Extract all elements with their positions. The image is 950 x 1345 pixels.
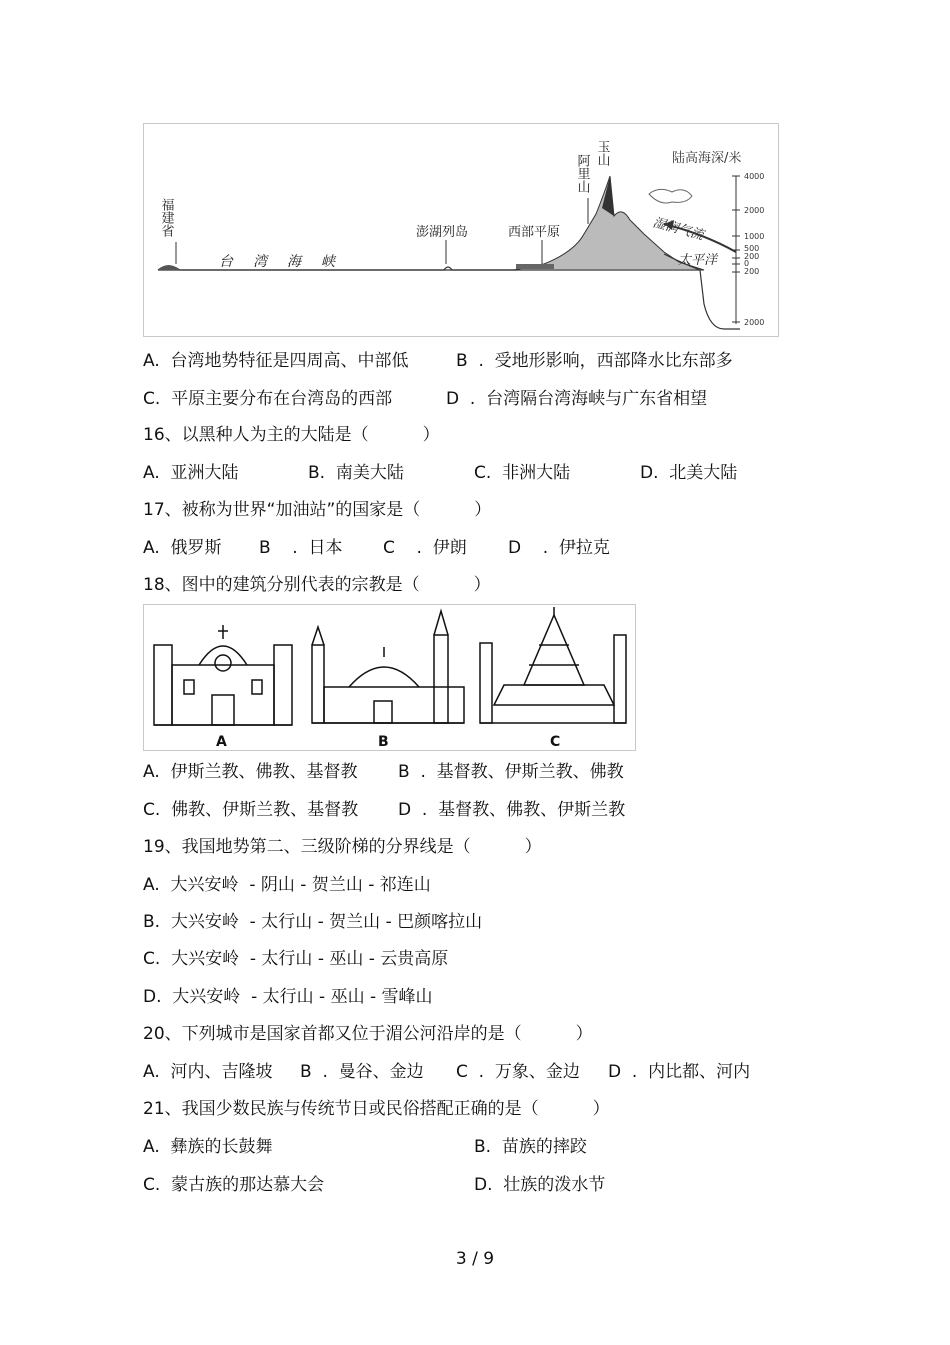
q17-option-b: B . 日本 bbox=[259, 538, 343, 558]
fujian-label: 福建省 bbox=[158, 198, 174, 237]
q15-option-b: B . 受地形影响，西部降水比东部多 bbox=[456, 351, 733, 371]
tick-label: 1000 bbox=[744, 232, 765, 241]
q18-option-b: B . 基督教、伊斯兰教、佛教 bbox=[398, 762, 624, 782]
q21-option-b: B. 苗族的摔跤 bbox=[474, 1137, 587, 1157]
q18-stem: 18、图中的建筑分别代表的宗教是（ ） bbox=[143, 575, 491, 595]
label-b: B bbox=[378, 734, 389, 750]
tick-label: 2000 bbox=[744, 318, 765, 327]
q18-option-d: D . 基督教、佛教、伊斯兰教 bbox=[398, 800, 626, 820]
pagoda-building bbox=[480, 607, 626, 723]
tick-label: 200 bbox=[744, 252, 760, 261]
q19-option-d: D. 大兴安岭 - 太行山 - 巫山 - 雪峰山 bbox=[143, 987, 433, 1007]
pacific-label: 太平洋 bbox=[678, 253, 718, 268]
q17-option-c: C . 伊朗 bbox=[383, 538, 467, 558]
q21-option-c: C. 蒙古族的那达慕大会 bbox=[143, 1175, 325, 1195]
q19-stem: 19、我国地势第二、三级阶梯的分界线是（ ） bbox=[143, 837, 542, 857]
axis-title: 陆高海深/米 bbox=[672, 151, 742, 166]
q19-option-a: A. 大兴安岭 - 阴山 - 贺兰山 - 祁连山 bbox=[143, 875, 431, 895]
q17-stem: 17、被称为世界“加油站”的国家是（ ） bbox=[143, 500, 492, 520]
q19-option-b: B. 大兴安岭 - 太行山 - 贺兰山 - 巴颜喀拉山 bbox=[143, 912, 483, 932]
q18-option-c: C. 佛教、伊斯兰教、基督教 bbox=[143, 800, 359, 820]
q17-option-d: D . 伊拉克 bbox=[508, 538, 610, 558]
q15-option-c: C. 平原主要分布在台湾岛的西部 bbox=[143, 389, 393, 409]
tick-label: 200 bbox=[744, 267, 760, 276]
q16-option-a: A. 亚洲大陆 bbox=[143, 463, 239, 483]
q16-option-b: B. 南美大陆 bbox=[308, 463, 404, 483]
taiwan-profile-figure bbox=[143, 123, 779, 337]
tick-label: 4000 bbox=[744, 172, 765, 181]
tick-label: 2000 bbox=[744, 206, 765, 215]
q19-option-c: C. 大兴安岭 - 太行山 - 巫山 - 云贵高原 bbox=[143, 949, 449, 969]
q16-option-c: C. 非洲大陆 bbox=[474, 463, 571, 483]
plain-label: 西部平原 bbox=[508, 225, 561, 240]
mosque-building bbox=[312, 611, 464, 723]
q20-stem: 20、下列城市是国家首都又位于湄公河沿岸的是（ ） bbox=[143, 1024, 593, 1044]
q21-stem: 21、我国少数民族与传统节日或民俗搭配正确的是（ ） bbox=[143, 1099, 610, 1119]
q20-option-b: B . 曼谷、金边 bbox=[300, 1062, 424, 1082]
q21-option-a: A. 彝族的长鼓舞 bbox=[143, 1137, 273, 1157]
church-building bbox=[154, 625, 292, 725]
q20-option-a: A. 河内、吉隆坡 bbox=[143, 1062, 273, 1082]
q15-option-d: D . 台湾隔台湾海峡与广东省相望 bbox=[446, 389, 708, 409]
label-c: C bbox=[550, 734, 561, 750]
q16-option-d: D. 北美大陆 bbox=[640, 463, 738, 483]
q17-option-a: A. 俄罗斯 bbox=[143, 538, 222, 558]
alishan-label: 阿里山 bbox=[574, 154, 590, 193]
q15-option-a: A. 台湾地势特征是四周高、中部低 bbox=[143, 351, 409, 371]
label-a: A bbox=[216, 734, 227, 750]
strait-label: 台湾海峡 bbox=[219, 254, 355, 270]
religious-buildings-figure bbox=[143, 604, 636, 751]
q20-option-d: D . 内比都、河内 bbox=[608, 1062, 751, 1082]
q21-option-d: D. 壮族的泼水节 bbox=[474, 1175, 606, 1195]
penghu-label: 澎湖列岛 bbox=[416, 225, 469, 240]
tick-label: 500 bbox=[744, 244, 760, 253]
q16-stem: 16、以黑种人为主的大陆是（ ） bbox=[143, 425, 440, 445]
page-number: 3 / 9 bbox=[455, 1249, 495, 1269]
q20-option-c: C . 万象、金边 bbox=[456, 1062, 580, 1082]
tick-label: 0 bbox=[744, 259, 750, 268]
q18-option-a: A. 伊斯兰教、佛教、基督教 bbox=[143, 762, 358, 782]
moist-air-label: 湿润气流 bbox=[650, 215, 706, 244]
yushan-label: 玉山 bbox=[594, 140, 610, 166]
